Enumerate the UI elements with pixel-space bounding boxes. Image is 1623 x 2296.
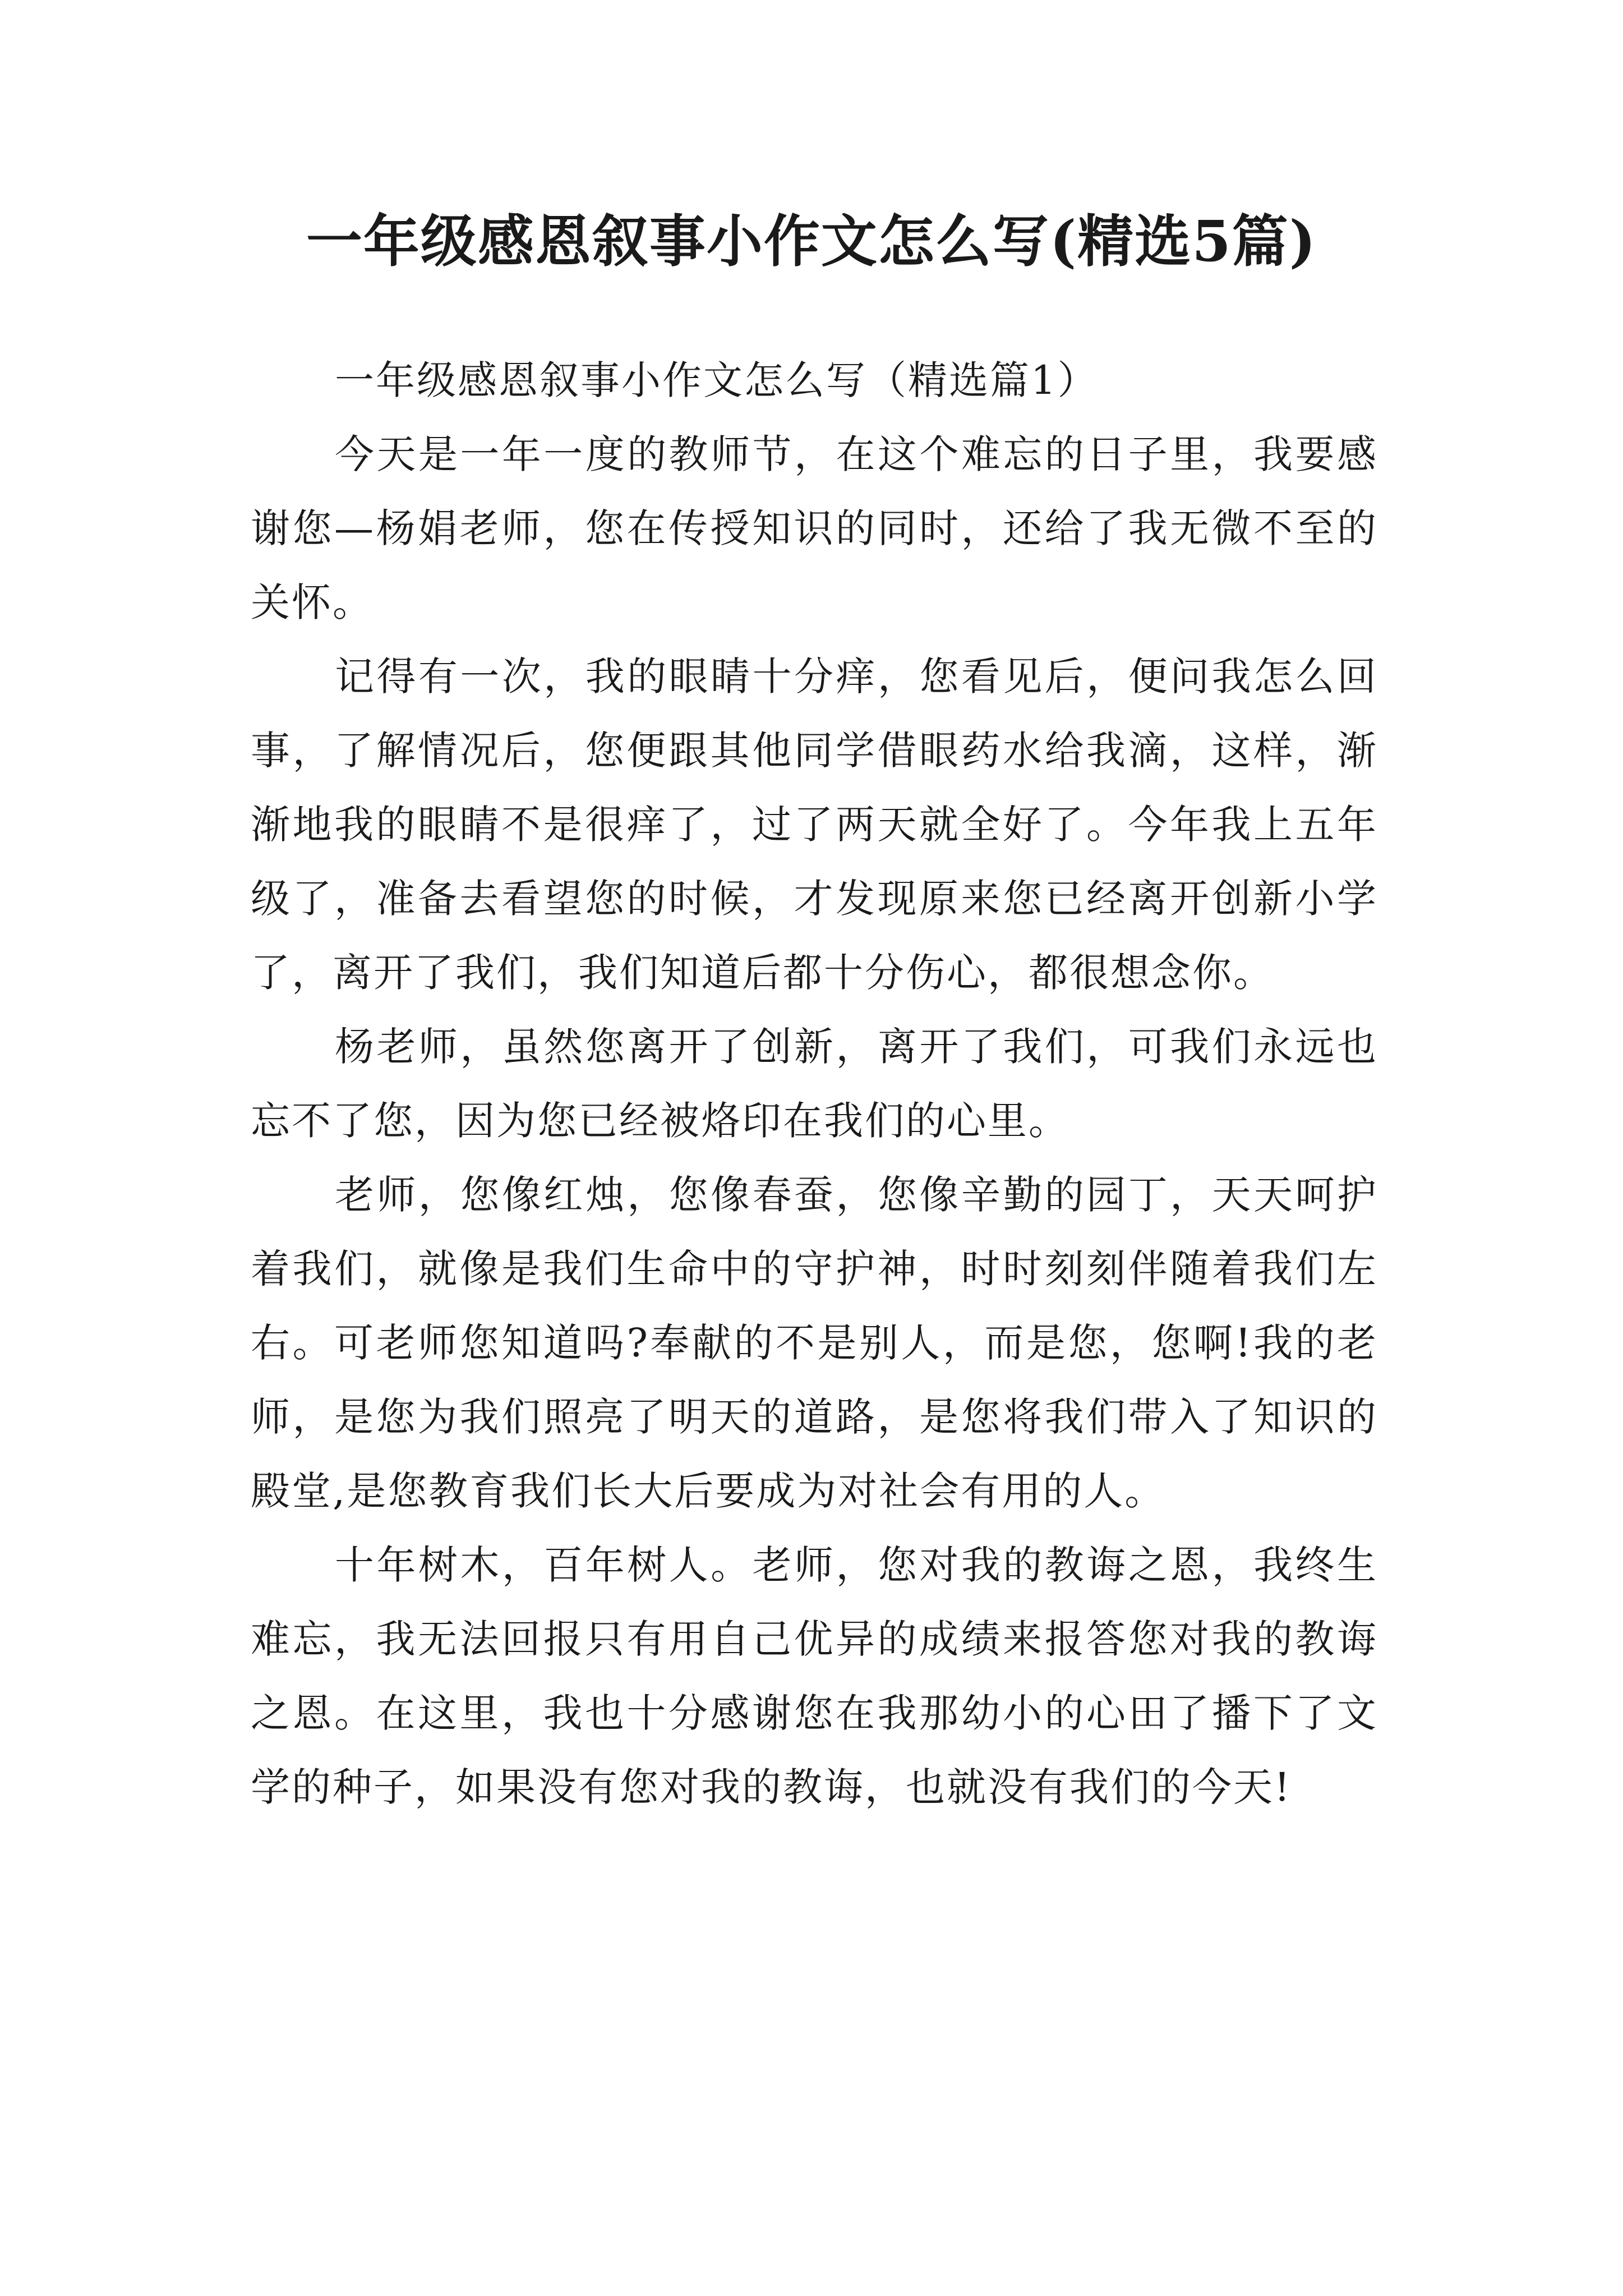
paragraph: 今天是一年一度的教师节，在这个难忘的日子里，我要感谢您—杨娟老师，您在传授知识的同时，还给了我无微不至的关怀。 [251,431,1378,625]
section-heading: 一年级感恩叙事小作文怎么写（精选篇1） [335,357,1099,403]
document-title: 一年级感恩叙事小作文怎么写(精选5篇) [306,208,1317,274]
paragraph: 老师，您像红烛，您像春蚕，您像辛勤的园丁，天天呵护着我们，就像是我们生命中的守护神，时时刻刻伴随着我们左右。可老师您知道吗?奉献的不是别人，而是您，您啊!我的老师，是您为我们照亮了明天的道路，是您将我们带入了知识的殿堂,是您教育我们长大后要成为对社会有用的人。 [251,1172,1378,1514]
paragraph: 记得有一次，我的眼睛十分痒，您看见后，便问我怎么回事，了解情况后，您便跟其他同学借眼药水给我滴，这样，渐渐地我的眼睛不是很痒了，过了两天就全好了。今年我上五年级了，准备去看望您的时候，才发现原来您已经离开创新小学了，离开了我们，我们知道后都十分伤心，都很想念你。 [251,654,1378,996]
paragraph: 十年树木，百年树人。老师，您对我的教诲之恩，我终生难忘，我无法回报只有用自己优异的成绩来报答您对我的教诲之恩。在这里，我也十分感谢您在我那幼小的心田了播下了文学的种子，如果没有您对我的教诲，也就没有我们的今天! [251,1542,1378,1810]
paragraph: 杨老师，虽然您离开了创新，离开了我们，可我们永远也忘不了您，因为您已经被烙印在我们的心里。 [251,1024,1378,1144]
document-body [251,343,1378,1824]
